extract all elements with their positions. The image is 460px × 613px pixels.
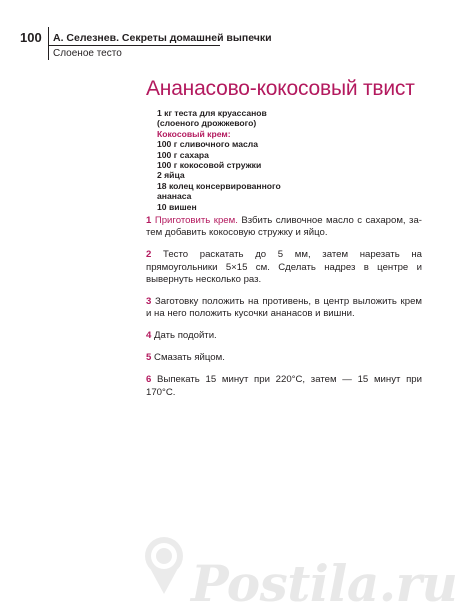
- section-label: Слоеное тесто: [53, 48, 122, 59]
- recipe-title: Ананасово-кокосовый твист: [146, 77, 415, 100]
- header-horizontal-rule: [48, 45, 220, 46]
- ingredients-list: [157, 108, 281, 212]
- step-5: [146, 352, 422, 364]
- step-text: Дать подойти.: [151, 330, 217, 342]
- ingredient-line: (слоеного дрожжевого): [157, 118, 257, 129]
- step-text: Взбить сливочное масло с сахаром, за-тем добавить кокосовую стружку и яйцо.: [146, 215, 422, 239]
- book-title: А. Селезнев. Секреты домашней выпечки: [53, 32, 272, 44]
- header-vertical-rule: [48, 27, 49, 60]
- step-number: 6: [146, 374, 152, 386]
- step-3: [146, 296, 422, 321]
- ingredient-line: 2 яйца: [157, 170, 185, 181]
- page-number: 100: [20, 30, 42, 45]
- step-highlight: Приготовить крем.: [154, 215, 238, 226]
- step-1: [146, 215, 422, 240]
- ingredient-line: 100 г кокосовой стружки: [157, 160, 262, 171]
- ingredient-line: 10 вишен: [157, 201, 197, 212]
- step-number: 1: [146, 215, 152, 226]
- step-number: 5: [146, 352, 152, 364]
- step-number: 4: [146, 330, 152, 342]
- step-number: 2: [146, 249, 152, 261]
- ingredient-line: ананаса: [157, 191, 192, 202]
- step-number: 3: [146, 296, 152, 308]
- cream-heading: Кокосовый крем:: [157, 128, 231, 139]
- step-4: [146, 330, 422, 342]
- step-text: Тесто раскатать до 5 мм, затем нарезать на прямоугольники 5×15 см. Сделать надрез в центре и вывернуть несколько раз.: [146, 249, 422, 286]
- steps-list: [146, 215, 422, 408]
- pin-icon: [143, 536, 185, 594]
- step-text: Смазать яйцом.: [151, 352, 225, 364]
- ingredient-line: 100 г сливочного масла: [157, 139, 258, 150]
- step-6: [146, 374, 422, 399]
- ingredient-line: 1 кг теста для круассанов: [157, 108, 267, 118]
- ingredient-line: 100 г сахара: [157, 149, 209, 160]
- watermark-text: Postila.ru: [191, 554, 458, 613]
- ingredient-line: 18 колец консервированного: [157, 180, 281, 191]
- step-2: [146, 249, 422, 286]
- watermark: [0, 512, 460, 613]
- step-text: Выпекать 15 минут при 220°С, затем — 15 минут при 170°С.: [146, 374, 422, 398]
- step-text: Заготовку положить на противень, в центр выложить крем и на него положить кусочки ананасов и вишни.: [146, 296, 422, 320]
